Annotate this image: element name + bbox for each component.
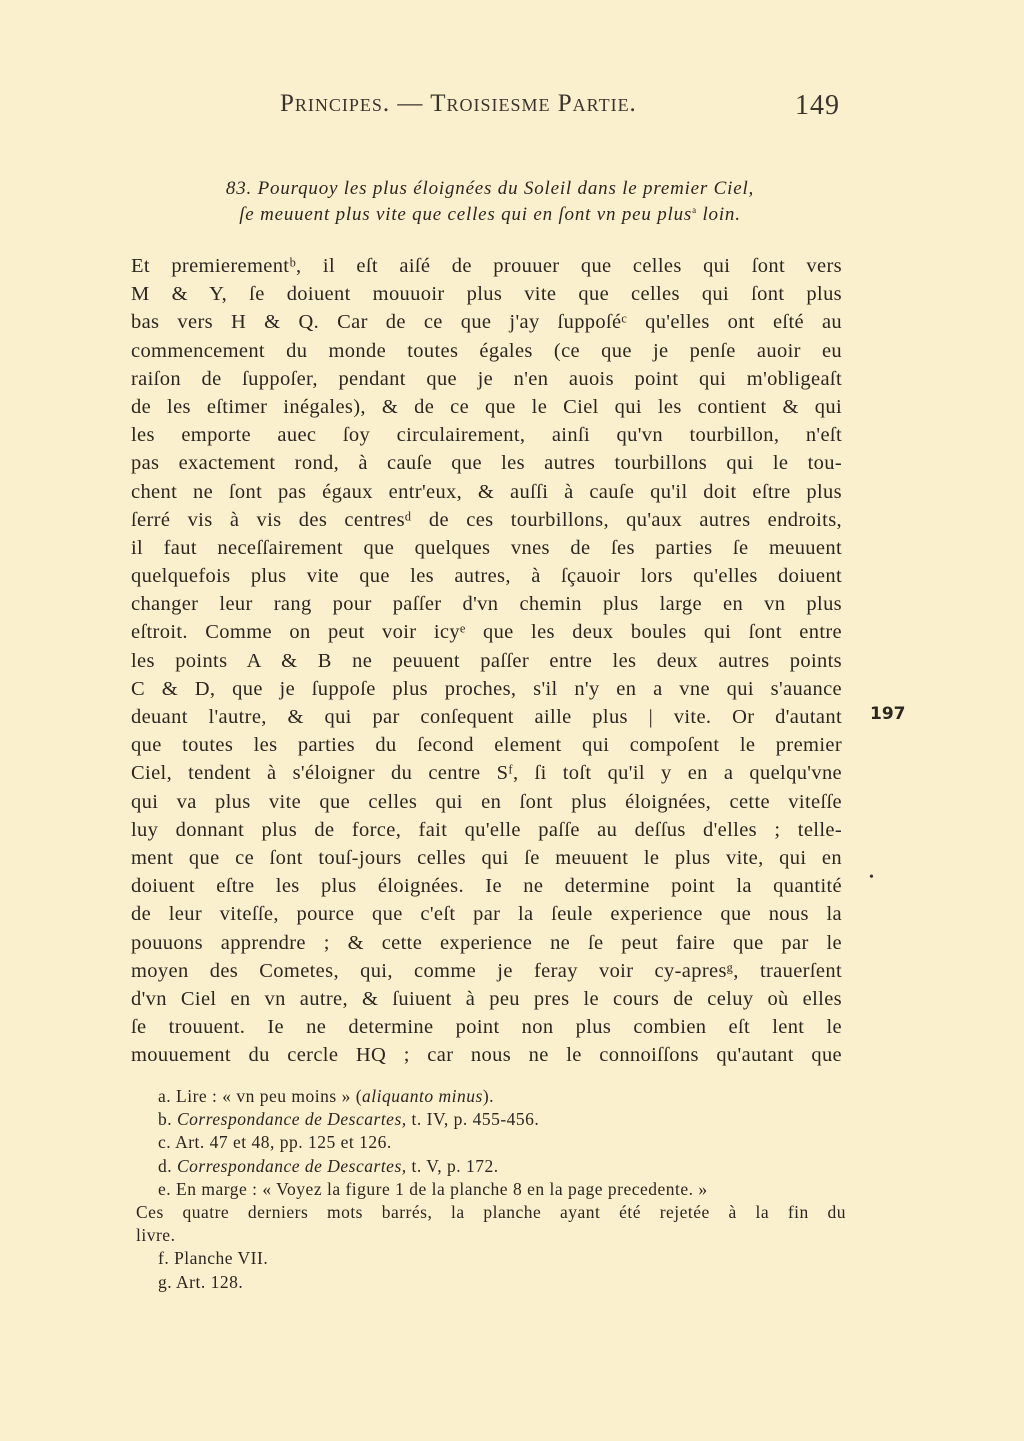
body-text [131, 252, 842, 1069]
footnote-label: b. [158, 1109, 173, 1130]
footnote-italic: aliquanto minus [362, 1086, 483, 1106]
footnote-text: t. IV, p. 455-456. [406, 1109, 540, 1130]
body-line: les points A & B ne peuuent paſſer entre les deux autres points [131, 649, 842, 672]
body-line: de leur viteſſe, pource que c'eſt par la ſeule experience que nous la [131, 903, 842, 926]
footnote-text: ). [482, 1086, 495, 1106]
margin-page-reference: 197 [870, 704, 906, 724]
body-line: les emporte auec ſoy circulairement, ainſi qu'vn tourbillon, n'eſt [131, 424, 842, 447]
body-line: luy donnant plus de force, fait qu'elle paſſe au deſſus d'elles ; telle- [131, 818, 842, 841]
body-line: doiuent eſtre les plus éloignées. Ie ne determine point la quantité [131, 875, 842, 898]
body-line: pas exactement rond, à cauſe que les autres tourbillons qui le tou- [131, 452, 842, 475]
running-head-title: Principes. — Troisiesme Partie. [280, 90, 637, 117]
body-line: moyen des Cometes, qui, comme je feray voir cy-apresᵍ, trauerſent [131, 959, 842, 982]
footnote-e-continuation: Ces quatre derniers mots barrés, la planche ayant été rejetée à la fin du [136, 1201, 846, 1222]
running-head [280, 90, 840, 130]
body-line: Ciel, tendent à s'éloigner du centre Sᶠ, ſi toſt qu'il y en a quelqu'vne [131, 762, 842, 785]
body-line: ment que ce ſont touſ-jours celles qui ſe meuuent le plus vite, qui en [131, 846, 842, 869]
footnote-label: f. [158, 1248, 170, 1269]
footnote-ref-a: a [692, 205, 697, 215]
footnote-f [136, 1247, 846, 1270]
body-line: chent ne ſont pas égaux entr'eux, & auſſi à cauſe qu'il doit eſtre plus [131, 480, 842, 503]
footnote-text: En marge : « Voyez la figure 1 de la planche 8 en la page precedente. » [176, 1178, 708, 1199]
section-heading-line-1: 83. Pourquoy les plus éloignées du Soleil dans le premier Ciel, [225, 178, 755, 199]
page-number: 149 [795, 90, 840, 121]
section-heading-line-2 [140, 202, 840, 228]
body-line: eſtroit. Comme on peut voir icyᵉ que les deux boules qui ſont entre [131, 621, 842, 644]
body-line: Et premierementᵇ, il eſt aiſé de prouuer que celles qui ſont vers [131, 255, 842, 277]
footnote-label: e. [158, 1178, 172, 1199]
footnote-a [136, 1085, 846, 1108]
footnote-d [136, 1155, 846, 1178]
body-line: deuant l'autre, & qui par conſequent aille plus | vite. Or d'autant [131, 706, 842, 728]
footnote-text: Lire : « vn peu moins » ( [176, 1086, 363, 1106]
section-heading-line-2-text: ſe meuuent plus vite que celles qui en ſont vn peu plus [239, 204, 693, 225]
section-heading [140, 176, 840, 228]
footnote-c [136, 1131, 846, 1154]
footnote-e-continuation-end: livre. [136, 1225, 176, 1246]
body-line: ſe trouuent. Ie ne determine point non plus combien eſt lent le [131, 1016, 842, 1039]
body-line: commencement du monde toutes égales (ce que je penſe auoir eu [131, 339, 842, 362]
footnote-text: Art. 47 et 48, pp. 125 et 126. [175, 1132, 392, 1153]
body-line: M & Y, ſe doiuent mouuoir plus vite que celles qui ſont plus [131, 283, 842, 306]
body-line: bas vers H & Q. Car de ce que j'ay ſuppoſéᶜ qu'elles ont eſté au [131, 311, 842, 334]
body-line: de les eſtimer inégales), & de ce que le Ciel qui les contient & qui [131, 395, 842, 418]
footnote-italic: Correspondance de Descartes, [177, 1155, 407, 1176]
body-line: ſerré vis à vis des centresᵈ de ces tourbillons, qu'aux autres endroits, [131, 508, 842, 531]
body-line: pouuons apprendre ; & cette experience ne ſe peut faire que par le [131, 931, 842, 954]
margin-dot: • [869, 870, 874, 885]
section-heading-line-2-end: loin. [696, 204, 741, 225]
footnotes [136, 1085, 846, 1294]
body-line: d'vn Ciel en vn autre, & ſuiuent à peu pres le cours de celuy où elles [131, 987, 842, 1010]
footnote-text: Art. 128. [176, 1271, 244, 1292]
footnote-g [136, 1271, 846, 1294]
body-line: quelquefois plus vite que les autres, à ſçauoir lors qu'elles doiuent [131, 565, 842, 588]
footnote-label: g. [158, 1271, 173, 1292]
footnote-italic: Correspondance de Descartes, [177, 1109, 407, 1130]
footnote-label: d. [158, 1155, 173, 1176]
footnote-b [136, 1108, 846, 1131]
body-line: changer leur rang pour paſſer d'vn chemin plus large en vn plus [131, 593, 842, 616]
footnote-text: t. V, p. 172. [406, 1155, 499, 1176]
footnote-label: c. [158, 1132, 172, 1153]
body-line: mouuement du cercle HQ ; car nous ne le connoiſſons qu'autant que [131, 1044, 842, 1067]
body-line: il faut neceſſairement que quelques vnes de ſes parties ſe meuuent [131, 536, 842, 559]
body-line: C & D, que je ſuppoſe plus proches, s'il n'y en a vne qui s'auance [131, 677, 842, 700]
body-line: raiſon de ſuppoſer, pendant que je n'en auois point qui m'obligeaſt [131, 367, 842, 390]
footnote-text: Planche VII. [174, 1248, 269, 1269]
body-line: qui va plus vite que celles qui en ſont plus éloignées, cette viteſſe [131, 790, 842, 813]
footnote-label: a. [158, 1086, 172, 1106]
body-line: que toutes les parties du ſecond element qui compoſent le premier [131, 734, 842, 757]
footnote-e [136, 1178, 846, 1201]
